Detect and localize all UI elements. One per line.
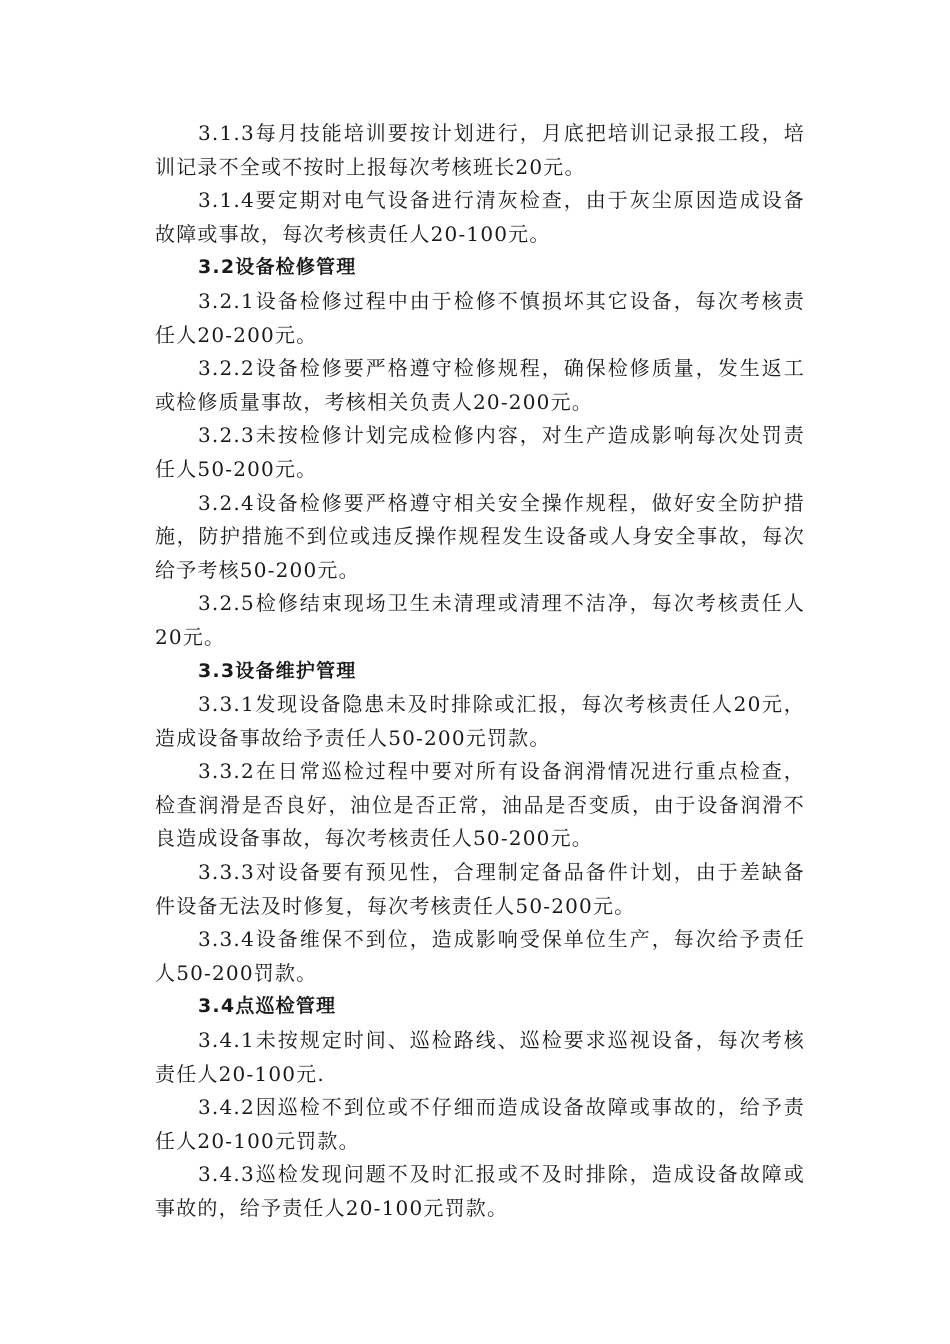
clause-3-3-2: 3.3.2在日常巡检过程中要对所有设备润滑情况进行重点检查，检查润滑是否良好，油位是否正常，油品是否变质，由于设备润滑不良造成设备事故，每次考核责任人50-200元。 [155, 759, 805, 851]
section-heading-3-4: 3.4点巡检管理 [198, 995, 337, 1018]
clause-3-3-1: 3.3.1发现设备隐患未及时排除或汇报，每次考核责任人20元，造成设备事故给予责任人50-200元罚款。 [155, 692, 805, 750]
clause-3-1-4: 3.1.4要定期对电气设备进行清灰检查，由于灰尘原因造成设备故障或事故，每次考核责任人20-100元。 [155, 188, 805, 246]
clause-3-2-4: 3.2.4设备检修要严格遵守相关安全操作规程，做好安全防护措施，防护措施不到位或违反操作规程发生设备或人身安全事故，每次给予考核50-200元。 [155, 490, 805, 582]
section-heading-3-2: 3.2设备检修管理 [198, 256, 357, 279]
clause-3-1-3: 3.1.3每月技能培训要按计划进行，月底把培训记录报工段，培训记录不全或不按时上报每次考核班长20元。 [155, 121, 805, 179]
clause-3-4-1: 3.4.1未按规定时间、巡检路线、巡检要求巡视设备，每次考核责任人20-100元. [155, 1028, 805, 1086]
clause-3-3-3: 3.3.3对设备要有预见性，合理制定备品备件计划，由于差缺备件设备无法及时修复，每次考核责任人50-200元。 [155, 860, 805, 918]
clause-3-2-2: 3.2.2设备检修要严格遵守检修规程，确保检修质量，发生返工或检修质量事故，考核相关负责人20-200元。 [155, 356, 805, 414]
clause-3-4-3: 3.4.3巡检发现问题不及时汇报或不及时排除，造成设备故障或事故的，给予责任人20-100元罚款。 [155, 1162, 805, 1220]
clause-3-4-2: 3.4.2因巡检不到位或不仔细而造成设备故障或事故的，给予责任人20-100元罚款。 [155, 1095, 805, 1153]
section-heading-3-3: 3.3设备维护管理 [198, 659, 357, 682]
clause-3-2-5: 3.2.5检修结束现场卫生未清理或清理不洁净，每次考核责任人20元。 [155, 591, 805, 649]
clause-3-2-1: 3.2.1设备检修过程中由于检修不慎损坏其它设备，每次考核责任人20-200元。 [155, 288, 805, 347]
clause-3-3-4: 3.3.4设备维保不到位，造成影响受保单位生产，每次给予责任人50-200罚款。 [155, 927, 805, 985]
document-body [155, 117, 805, 1226]
clause-3-2-3: 3.2.3未按检修计划完成检修内容，对生产造成影响每次处罚责任人50-200元。 [155, 423, 805, 481]
